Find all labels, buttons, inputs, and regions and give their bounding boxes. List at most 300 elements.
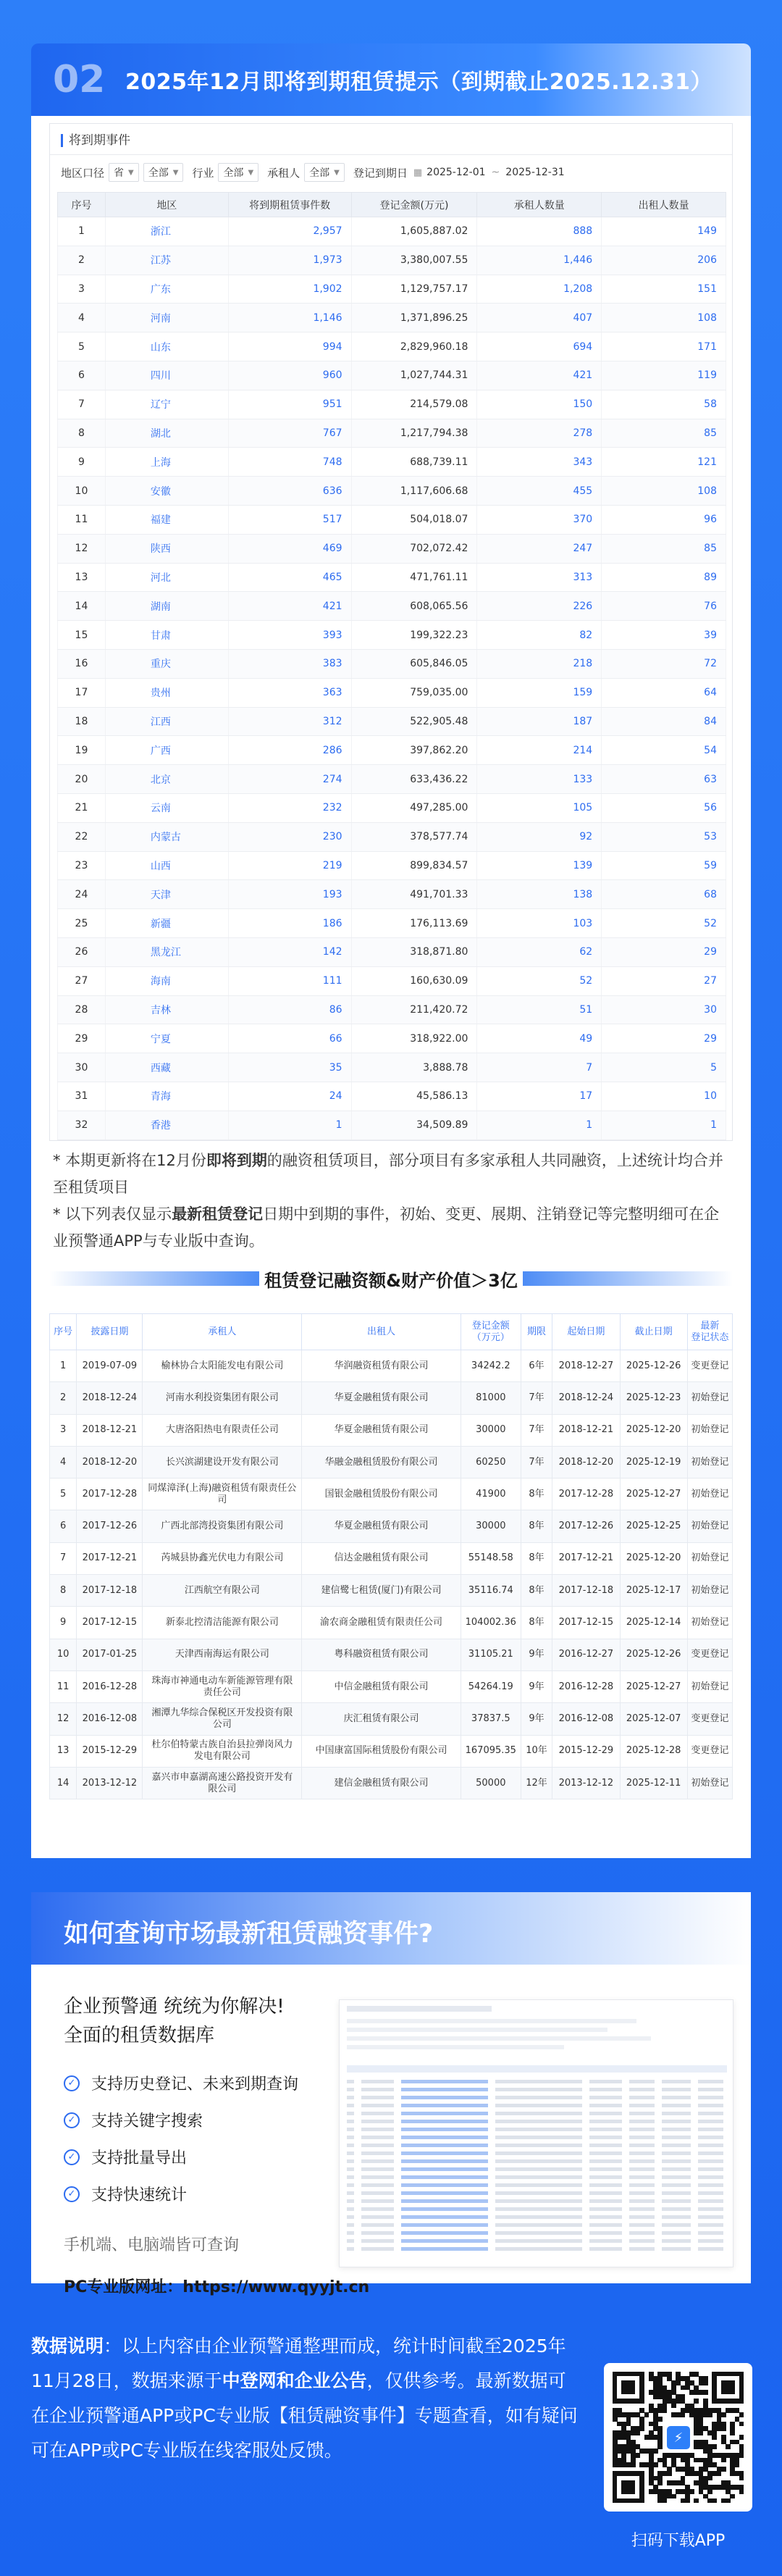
- event-count-link[interactable]: 1,146: [228, 304, 351, 333]
- row-index: 1: [58, 217, 106, 246]
- table-row[interactable]: [58, 822, 726, 851]
- event-count-link[interactable]: 286: [228, 736, 351, 765]
- date-from[interactable]: 2025-12-01: [426, 167, 486, 178]
- lessee: 江西航空有限公司: [143, 1575, 302, 1607]
- decor-bar-left: [49, 1271, 259, 1286]
- region-link[interactable]: 浙江: [105, 217, 228, 246]
- check-icon: ✓: [64, 2186, 80, 2202]
- row-index: 28: [58, 995, 106, 1024]
- region-link[interactable]: 上海: [105, 448, 228, 477]
- lessor-count: 53: [602, 822, 726, 851]
- row-index: 4: [50, 1446, 77, 1478]
- table-row[interactable]: [58, 793, 726, 822]
- table-row[interactable]: [58, 477, 726, 506]
- event-count-link[interactable]: 383: [228, 649, 351, 678]
- start-date: 2017-12-26: [552, 1510, 620, 1542]
- lessor: 华夏金融租赁有限公司: [302, 1510, 461, 1542]
- disclosure-date: 2016-12-08: [77, 1703, 143, 1735]
- section-title: 2025年12月即将到期租赁提示（到期截止2025.12.31）: [125, 70, 713, 95]
- amount: 688,739.11: [351, 448, 477, 477]
- event-count-link[interactable]: 66: [228, 1024, 351, 1053]
- lessee-count: 17: [477, 1082, 602, 1111]
- lessor-count: 108: [602, 477, 726, 506]
- table-row[interactable]: [58, 217, 726, 246]
- event-count-link[interactable]: 312: [228, 707, 351, 736]
- column-header: 起始日期: [552, 1314, 620, 1350]
- region-link[interactable]: 西藏: [105, 1053, 228, 1082]
- region-link[interactable]: 香港: [105, 1111, 228, 1139]
- region-link[interactable]: 安徽: [105, 477, 228, 506]
- event-count-link[interactable]: 1,973: [228, 246, 351, 275]
- region-link[interactable]: 山东: [105, 333, 228, 361]
- column-header[interactable]: 出租人数量: [602, 193, 726, 217]
- event-count-link[interactable]: 636: [228, 477, 351, 506]
- row-index: 22: [58, 822, 106, 851]
- start-date: 2017-12-21: [552, 1542, 620, 1574]
- note-1: * 本期更新将在12月份即将到期的融资租赁项目，部分项目有多家承租人共同融资，上述统计均合并至租赁项目: [53, 1152, 723, 1196]
- notes: [53, 1147, 733, 1255]
- lessor: 渝农商金融租赁有限责任公司: [302, 1607, 461, 1639]
- table-row[interactable]: [58, 563, 726, 592]
- row-index: 6: [58, 361, 106, 390]
- event-count-link[interactable]: 2,957: [228, 217, 351, 246]
- qr-code[interactable]: [604, 2363, 752, 2512]
- end-date: 2025-12-14: [620, 1607, 687, 1639]
- amount: 608,065.56: [351, 592, 477, 621]
- column-header: 承租人: [143, 1314, 302, 1350]
- feature-item: ✓ 支持批量导出: [64, 2138, 298, 2175]
- qr-caption: 扫码下载APP: [631, 2532, 726, 2550]
- lessor: 信达金融租赁有限公司: [302, 1542, 461, 1574]
- lessor-count: 171: [602, 333, 726, 361]
- event-count-link[interactable]: 1: [228, 1111, 351, 1139]
- event-count-link[interactable]: 232: [228, 793, 351, 822]
- event-count-link[interactable]: 469: [228, 534, 351, 563]
- row-index: 15: [58, 621, 106, 650]
- check-icon: ✓: [64, 2149, 80, 2165]
- note-2: * 以下列表仅显示最新租赁登记日期中到期的事件，初始、变更、展期、注销登记等完整明细可在企业预警通APP与专业版中查询。: [53, 1205, 720, 1250]
- table-row[interactable]: [58, 361, 726, 390]
- event-count-link[interactable]: 1,902: [228, 275, 351, 304]
- lessor-count: 68: [602, 880, 726, 909]
- region-link[interactable]: 湖南: [105, 592, 228, 621]
- table-row: [50, 1735, 733, 1767]
- amount: 34,509.89: [351, 1111, 477, 1139]
- table-row[interactable]: [58, 851, 726, 880]
- event-count-link[interactable]: 960: [228, 361, 351, 390]
- disclosure-date: 2017-12-18: [77, 1575, 143, 1607]
- registered-amount: 104002.36: [461, 1607, 521, 1639]
- table-row: [50, 1670, 733, 1702]
- lessor-count: 29: [602, 937, 726, 966]
- data-disclaimer: 数据说明：以上内容由企业预警通整理而成，统计时间截至2025年11月28日，数据来源于中登网和企业公告，仅供参考。最新数据可在企业预警通APP或PC专业版【租赁融资事件】专题查看，如有疑问可在APP或PC专业版在线客服处反馈。: [31, 2335, 578, 2461]
- table-row: [50, 1414, 733, 1446]
- table-row[interactable]: [58, 1082, 726, 1111]
- large-lease-title: 租赁登记融资额&财产价值＞3亿: [264, 1270, 518, 1291]
- promo-title: 如何查询市场最新租赁融资事件?: [64, 1920, 434, 1949]
- column-header: 序号: [50, 1314, 77, 1350]
- region-link[interactable]: 新疆: [105, 909, 228, 938]
- end-date: 2025-12-19: [620, 1446, 687, 1478]
- lessee-count: 343: [477, 448, 602, 477]
- term: 9年: [521, 1639, 552, 1670]
- region-link[interactable]: 云南: [105, 793, 228, 822]
- term: 8年: [521, 1607, 552, 1639]
- row-index: 27: [58, 966, 106, 995]
- lessor-count: 149: [602, 217, 726, 246]
- table-row[interactable]: [58, 419, 726, 448]
- event-count-link[interactable]: 393: [228, 621, 351, 650]
- region-value-select[interactable]: 全部 ▼: [143, 163, 184, 182]
- status: 变更登记: [687, 1703, 732, 1735]
- feature-item: ✓ 支持快速统计: [64, 2175, 298, 2212]
- start-date: 2018-12-21: [552, 1414, 620, 1446]
- region-link[interactable]: 福建: [105, 505, 228, 534]
- event-count-link[interactable]: 748: [228, 448, 351, 477]
- lessor-count: 10: [602, 1082, 726, 1111]
- amount: 378,577.74: [351, 822, 477, 851]
- row-index: 11: [58, 505, 106, 534]
- region-link[interactable]: 陕西: [105, 534, 228, 563]
- start-date: 2017-12-28: [552, 1479, 620, 1510]
- end-date: 2025-12-27: [620, 1670, 687, 1702]
- lessee-count: 138: [477, 880, 602, 909]
- lessor-count: 29: [602, 1024, 726, 1053]
- end-date: 2025-12-07: [620, 1703, 687, 1735]
- lessee-count: 1: [477, 1111, 602, 1139]
- row-index: 10: [58, 477, 106, 506]
- column-header: 期限: [521, 1314, 552, 1350]
- event-count-link[interactable]: 219: [228, 851, 351, 880]
- industry-select[interactable]: 全部 ▼: [218, 163, 258, 182]
- disclosure-date: 2017-12-28: [77, 1479, 143, 1510]
- amount: 1,371,896.25: [351, 304, 477, 333]
- lessee: 同煤漳泽(上海)融资租赁有限责任公司: [143, 1479, 302, 1510]
- table-row[interactable]: [58, 937, 726, 966]
- row-index: 25: [58, 909, 106, 938]
- table-row[interactable]: [58, 390, 726, 419]
- event-count-link[interactable]: 951: [228, 390, 351, 419]
- lessor-count: 85: [602, 419, 726, 448]
- date-to[interactable]: 2025-12-31: [505, 167, 565, 178]
- row-index: 7: [58, 390, 106, 419]
- lessee: 杜尔伯特蒙古族自治县拉弹岗风力发电有限公司: [143, 1735, 302, 1767]
- row-index: 9: [58, 448, 106, 477]
- disclosure-date: 2017-01-25: [77, 1639, 143, 1670]
- region-link[interactable]: 广西: [105, 736, 228, 765]
- lessee: 榆林协合太阳能发电有限公司: [143, 1350, 302, 1382]
- table-row: [50, 1607, 733, 1639]
- region-link[interactable]: 河南: [105, 304, 228, 333]
- start-date: 2018-12-24: [552, 1382, 620, 1414]
- event-count-link[interactable]: 767: [228, 419, 351, 448]
- lessor-count: 63: [602, 765, 726, 794]
- start-date: 2013-12-12: [552, 1767, 620, 1799]
- table-row[interactable]: [58, 621, 726, 650]
- region-link[interactable]: 北京: [105, 765, 228, 794]
- table-row[interactable]: [58, 966, 726, 995]
- column-header[interactable]: 序号: [58, 193, 106, 217]
- lessee-count: 694: [477, 333, 602, 361]
- amount: 633,436.22: [351, 765, 477, 794]
- lessor-count: 59: [602, 851, 726, 880]
- region-level-select[interactable]: 省 ▼: [109, 163, 139, 182]
- table-row[interactable]: [58, 995, 726, 1024]
- event-count-link[interactable]: 86: [228, 995, 351, 1024]
- lessee-count: 92: [477, 822, 602, 851]
- content-card: [31, 116, 751, 1858]
- amount: 1,217,794.38: [351, 419, 477, 448]
- region-link[interactable]: 青海: [105, 1082, 228, 1111]
- amount: 1,605,887.02: [351, 217, 477, 246]
- end-date: 2025-12-26: [620, 1350, 687, 1382]
- row-index: 12: [58, 534, 106, 563]
- row-index: 30: [58, 1053, 106, 1082]
- lessee: 湘潭九华综合保税区开发投资有限公司: [143, 1703, 302, 1735]
- start-date: 2016-12-08: [552, 1703, 620, 1735]
- row-index: 23: [58, 851, 106, 880]
- table-row: [50, 1542, 733, 1574]
- expiring-events-table: [57, 192, 726, 1140]
- region-link[interactable]: 江苏: [105, 246, 228, 275]
- status: 初始登记: [687, 1670, 732, 1702]
- table-row[interactable]: [58, 1111, 726, 1139]
- lessor: 粤科融资租赁有限公司: [302, 1639, 461, 1670]
- region-link[interactable]: 辽宁: [105, 390, 228, 419]
- amount: 397,862.20: [351, 736, 477, 765]
- divider: [50, 154, 732, 155]
- term: 7年: [521, 1382, 552, 1414]
- event-count-link[interactable]: 111: [228, 966, 351, 995]
- amount: 2,829,960.18: [351, 333, 477, 361]
- large-lease-header: [49, 1264, 733, 1293]
- lessee: 大唐洛阳热电有限责任公司: [143, 1414, 302, 1446]
- amount: 1,027,744.31: [351, 361, 477, 390]
- disclosure-date: 2017-12-21: [77, 1542, 143, 1574]
- date-range-picker[interactable]: ▦ 2025-12-01 ~ 2025-12-31: [413, 167, 565, 178]
- table-row[interactable]: [58, 649, 726, 678]
- table-row[interactable]: [58, 592, 726, 621]
- lessee-count: 247: [477, 534, 602, 563]
- registered-amount: 37837.5: [461, 1703, 521, 1735]
- lessee: 长兴滨湖建设开发有限公司: [143, 1446, 302, 1478]
- region-link[interactable]: 湖北: [105, 419, 228, 448]
- event-count-link[interactable]: 517: [228, 505, 351, 534]
- lessor: 国银金融租赁股份有限公司: [302, 1479, 461, 1510]
- disclosure-date: 2017-12-15: [77, 1607, 143, 1639]
- amount: 214,579.08: [351, 390, 477, 419]
- table-row: [50, 1350, 733, 1382]
- amount: 702,072.42: [351, 534, 477, 563]
- column-header[interactable]: 登记金额(万元): [351, 193, 477, 217]
- table-row[interactable]: [58, 765, 726, 794]
- amount: 491,701.33: [351, 880, 477, 909]
- lessee-select[interactable]: 全部 ▼: [304, 163, 345, 182]
- row-index: 31: [58, 1082, 106, 1111]
- term: 7年: [521, 1414, 552, 1446]
- row-index: 8: [50, 1575, 77, 1607]
- term: 6年: [521, 1350, 552, 1382]
- event-count-link[interactable]: 35: [228, 1053, 351, 1082]
- region-link[interactable]: 四川: [105, 361, 228, 390]
- term: 8年: [521, 1510, 552, 1542]
- event-count-link[interactable]: 142: [228, 937, 351, 966]
- region-link[interactable]: 黑龙江: [105, 937, 228, 966]
- lessee-count: 62: [477, 937, 602, 966]
- region-link[interactable]: 广东: [105, 275, 228, 304]
- event-count-link[interactable]: 193: [228, 880, 351, 909]
- table-row[interactable]: [58, 304, 726, 333]
- row-index: 19: [58, 736, 106, 765]
- row-index: 13: [58, 563, 106, 592]
- status: 变更登记: [687, 1639, 732, 1670]
- amount: 3,380,007.55: [351, 246, 477, 275]
- lessee-count: 226: [477, 592, 602, 621]
- table-row[interactable]: [58, 1053, 726, 1082]
- end-date: 2025-12-20: [620, 1542, 687, 1574]
- table-row[interactable]: [58, 333, 726, 361]
- lessor-count: 56: [602, 793, 726, 822]
- table-row[interactable]: [58, 909, 726, 938]
- amount: 522,905.48: [351, 707, 477, 736]
- event-count-link[interactable]: 994: [228, 333, 351, 361]
- lessor: 建信金融租赁有限公司: [302, 1767, 461, 1799]
- lessee: 嘉兴市申嘉湖高速公路投资开发有限公司: [143, 1767, 302, 1799]
- status: 变更登记: [687, 1735, 732, 1767]
- registered-amount: 55148.58: [461, 1542, 521, 1574]
- table-row: [50, 1382, 733, 1414]
- lessor-count: 108: [602, 304, 726, 333]
- column-header[interactable]: 承租人数量: [477, 193, 602, 217]
- chevron-down-icon: ▼: [334, 168, 340, 177]
- lessor-count: 58: [602, 390, 726, 419]
- lessee-count: 139: [477, 851, 602, 880]
- amount: 605,846.05: [351, 649, 477, 678]
- lessor-count: 119: [602, 361, 726, 390]
- column-header: 披露日期: [77, 1314, 143, 1350]
- disclosure-date: 2018-12-20: [77, 1446, 143, 1478]
- term: 12年: [521, 1767, 552, 1799]
- row-index: 11: [50, 1670, 77, 1702]
- amount: 211,420.72: [351, 995, 477, 1024]
- region-link[interactable]: 重庆: [105, 649, 228, 678]
- lessee: 珠海市神通电动车新能源管理有限责任公司: [143, 1670, 302, 1702]
- lessee-count: 103: [477, 909, 602, 938]
- event-count-link[interactable]: 186: [228, 909, 351, 938]
- section-number: 02: [53, 58, 106, 101]
- column-header[interactable]: 将到期租赁事件数: [228, 193, 351, 217]
- table-row: [50, 1446, 733, 1478]
- region-link[interactable]: 海南: [105, 966, 228, 995]
- pc-url[interactable]: PC专业版网址：https://www.qyyjt.cn: [64, 2278, 370, 2296]
- promo-line-1: 企业预警通 统统为你解决!: [64, 1996, 285, 2017]
- region-link[interactable]: 山西: [105, 851, 228, 880]
- row-index: 21: [58, 793, 106, 822]
- status: 初始登记: [687, 1510, 732, 1542]
- term: 7年: [521, 1446, 552, 1478]
- table-row[interactable]: [58, 880, 726, 909]
- disclosure-date: 2013-12-12: [77, 1767, 143, 1799]
- lessee-count: 51: [477, 995, 602, 1024]
- large-lease-table: [49, 1313, 733, 1799]
- lessee-count: 187: [477, 707, 602, 736]
- table-row[interactable]: [58, 275, 726, 304]
- devices-text: 手机端、电脑端皆可查询: [64, 2236, 240, 2254]
- region-link[interactable]: 甘肃: [105, 621, 228, 650]
- event-count-link[interactable]: 24: [228, 1082, 351, 1111]
- calendar-icon: ▦: [413, 167, 423, 178]
- table-row[interactable]: [58, 448, 726, 477]
- table-row[interactable]: [58, 1024, 726, 1053]
- column-header[interactable]: 地区: [105, 193, 228, 217]
- row-index: 5: [58, 333, 106, 361]
- region-link[interactable]: 天津: [105, 880, 228, 909]
- check-icon: ✓: [64, 2112, 80, 2128]
- event-count-link[interactable]: 230: [228, 822, 351, 851]
- lessor-count: 64: [602, 678, 726, 707]
- start-date: 2017-12-18: [552, 1575, 620, 1607]
- row-index: 1: [50, 1350, 77, 1382]
- region-link[interactable]: 江西: [105, 707, 228, 736]
- registered-amount: 81000: [461, 1382, 521, 1414]
- event-count-link[interactable]: 363: [228, 678, 351, 707]
- amount: 3,888.78: [351, 1053, 477, 1082]
- lessor-count: 52: [602, 909, 726, 938]
- table-row[interactable]: [58, 534, 726, 563]
- row-index: 32: [58, 1111, 106, 1139]
- row-index: 3: [58, 275, 106, 304]
- region-link[interactable]: 河北: [105, 563, 228, 592]
- region-link[interactable]: 吉林: [105, 995, 228, 1024]
- row-index: 18: [58, 707, 106, 736]
- event-count-link[interactable]: 421: [228, 592, 351, 621]
- lessor-count: 89: [602, 563, 726, 592]
- lessor-count: 85: [602, 534, 726, 563]
- lessee-count: 214: [477, 736, 602, 765]
- lessee: 广西北部湾投资集团有限公司: [143, 1510, 302, 1542]
- table-row: [50, 1510, 733, 1542]
- term: 9年: [521, 1703, 552, 1735]
- table-row[interactable]: [58, 736, 726, 765]
- table-row[interactable]: [58, 707, 726, 736]
- lessee-count: 455: [477, 477, 602, 506]
- lessee-count: 133: [477, 765, 602, 794]
- disclosure-date: 2018-12-21: [77, 1414, 143, 1446]
- amount: 176,113.69: [351, 909, 477, 938]
- lessee: 芮城县协鑫光伏电力有限公司: [143, 1542, 302, 1574]
- panel-title: 将到期事件: [61, 134, 130, 147]
- table-row[interactable]: [58, 678, 726, 707]
- region-link[interactable]: 宁夏: [105, 1024, 228, 1053]
- lessee-count: 407: [477, 304, 602, 333]
- event-count-link[interactable]: 465: [228, 563, 351, 592]
- lessee-count: 313: [477, 563, 602, 592]
- table-row[interactable]: [58, 505, 726, 534]
- chevron-down-icon: ▼: [128, 168, 134, 177]
- table-row[interactable]: [58, 246, 726, 275]
- feature-item: ✓ 支持历史登记、未来到期查询: [64, 2065, 298, 2102]
- row-index: 16: [58, 649, 106, 678]
- lessee-count: 278: [477, 419, 602, 448]
- region-link[interactable]: 贵州: [105, 678, 228, 707]
- event-count-link[interactable]: 274: [228, 765, 351, 794]
- region-link[interactable]: 内蒙古: [105, 822, 228, 851]
- region-filter-label: 地区口径: [61, 166, 105, 180]
- lessee: 天津西南海运有限公司: [143, 1639, 302, 1670]
- app-logo-icon: ⚡: [665, 2424, 692, 2451]
- row-index: 26: [58, 937, 106, 966]
- row-index: 2: [50, 1382, 77, 1414]
